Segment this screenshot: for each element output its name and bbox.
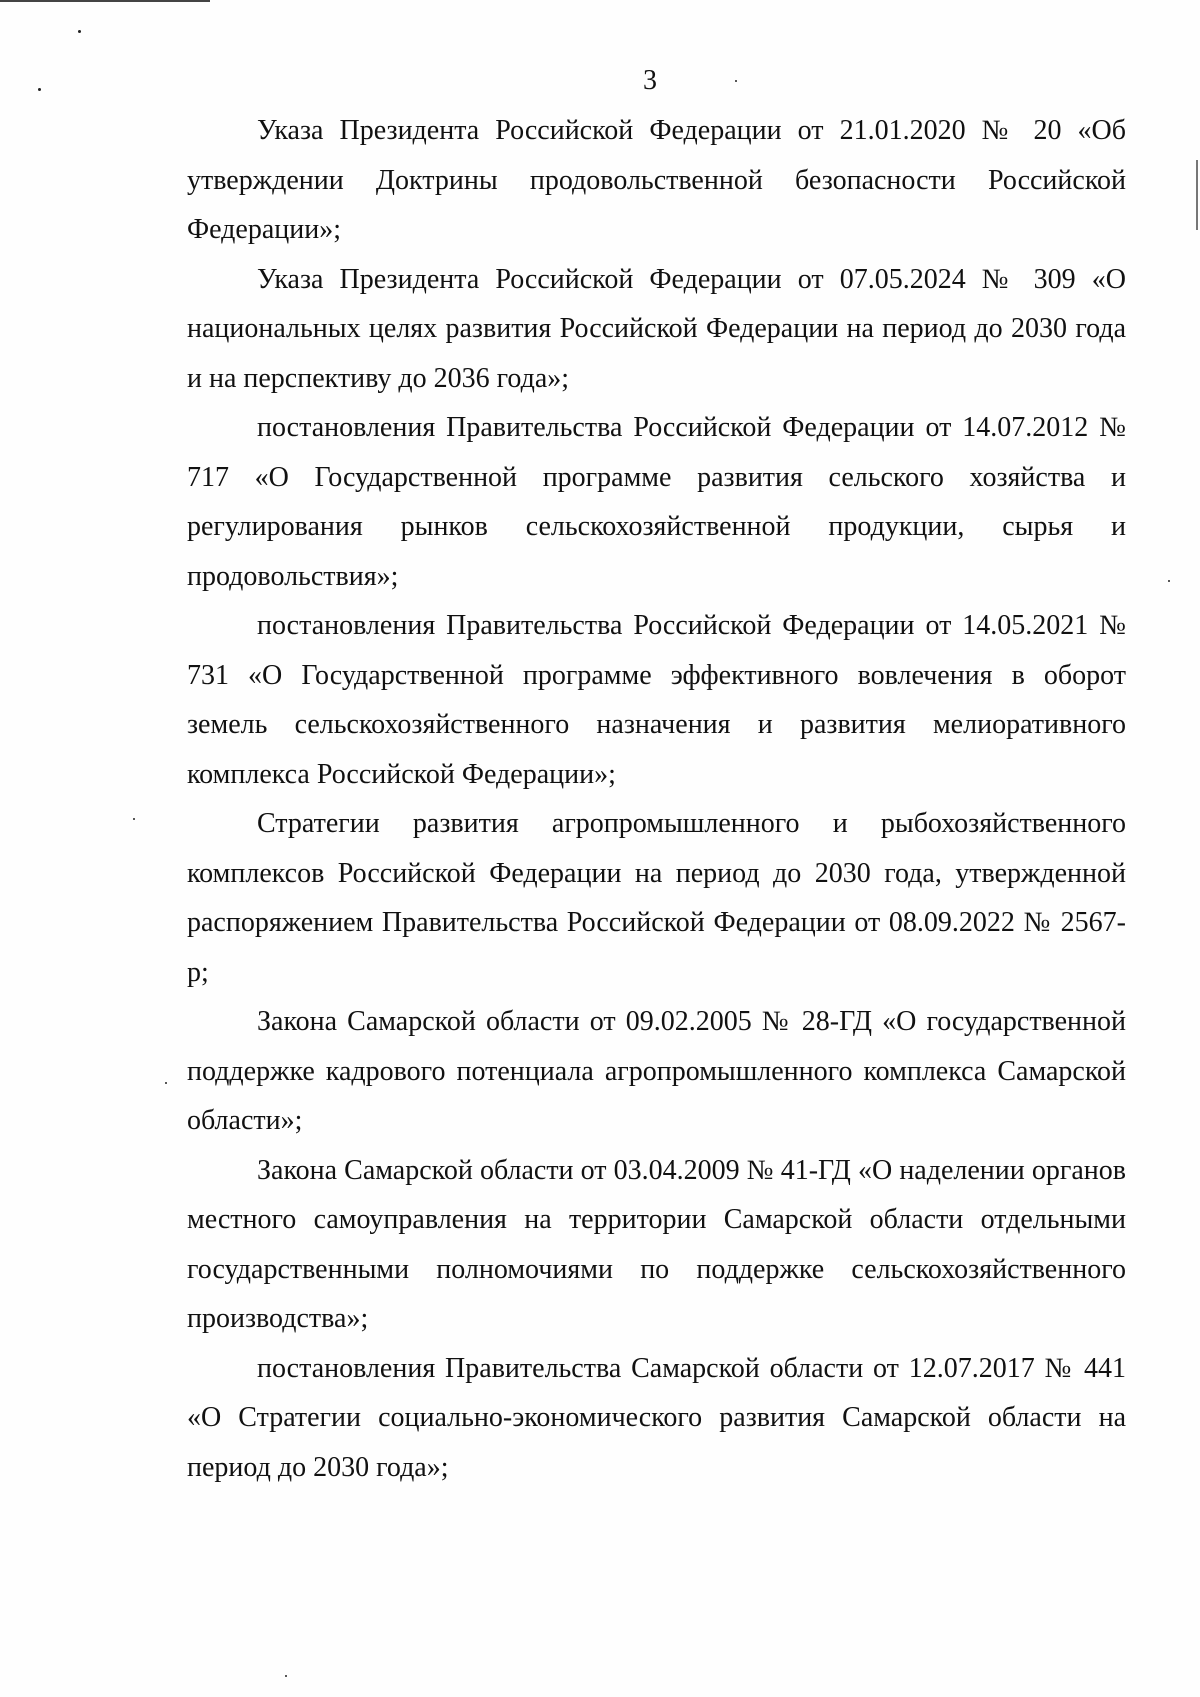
- scan-speck: [285, 1675, 287, 1677]
- paragraph-1: Указа Президента Российской Федерации от 21.01.2020 № 20 «Об утверждении Доктрины продовольственной безопасности Российской Федерации»;: [187, 115, 1126, 245]
- paragraph-5: Стратегии развития агропромышленного и рыбохозяйственного комплексов Российской Федерации на период до 2030 года, утвержденной распоряжением Правительства Российской Федерации от 08.09.2022 № 2567-р;: [187, 808, 1126, 988]
- paragraph-8: постановления Правительства Самарской области от 12.07.2017 № 441 «О Стратегии социально-экономического развития Самарской области на период до 2030 года»;: [187, 1352, 1126, 1483]
- scan-speck: [133, 818, 135, 820]
- scan-speck: [1168, 580, 1170, 582]
- document-body: [187, 106, 1126, 1492]
- paragraph-3: постановления Правительства Российской Федерации от 14.07.2012 № 717 «О Государственной программе развития сельского хозяйства и регулирования рынков сельскохозяйственной продукции, сырья и продовольствия»;: [187, 412, 1126, 592]
- paragraph-7: Закона Самарской области от 03.04.2009 № 41-ГД «О наделении органов местного самоуправления на территории Самарской области отдельными государственными полномочиями по поддержке сельскохозяйственного производства»;: [187, 1154, 1126, 1334]
- paragraph-6: Закона Самарской области от 09.02.2005 № 28-ГД «О государственной поддержке кадрового потенциала агропромышленного комплекса Самарской области»;: [187, 1006, 1126, 1136]
- page-number: 3: [643, 65, 657, 96]
- scan-edge-line-right: [1196, 160, 1198, 230]
- paragraph-4: постановления Правительства Российской Федерации от 14.05.2021 № 731 «О Государственной программе эффективного вовлечения в оборот земель сельскохозяйственного назначения и развития мелиоративного комплекса Российской Федерации»;: [187, 610, 1126, 790]
- scan-speck: [78, 30, 81, 33]
- paragraph-2: Указа Президента Российской Федерации от 07.05.2024 № 309 «О национальных целях развития Российской Федерации на период до 2030 года и на перспективу до 2036 года»;: [187, 263, 1126, 394]
- scan-speck: [165, 1082, 167, 1084]
- scan-edge-line: [0, 0, 210, 2]
